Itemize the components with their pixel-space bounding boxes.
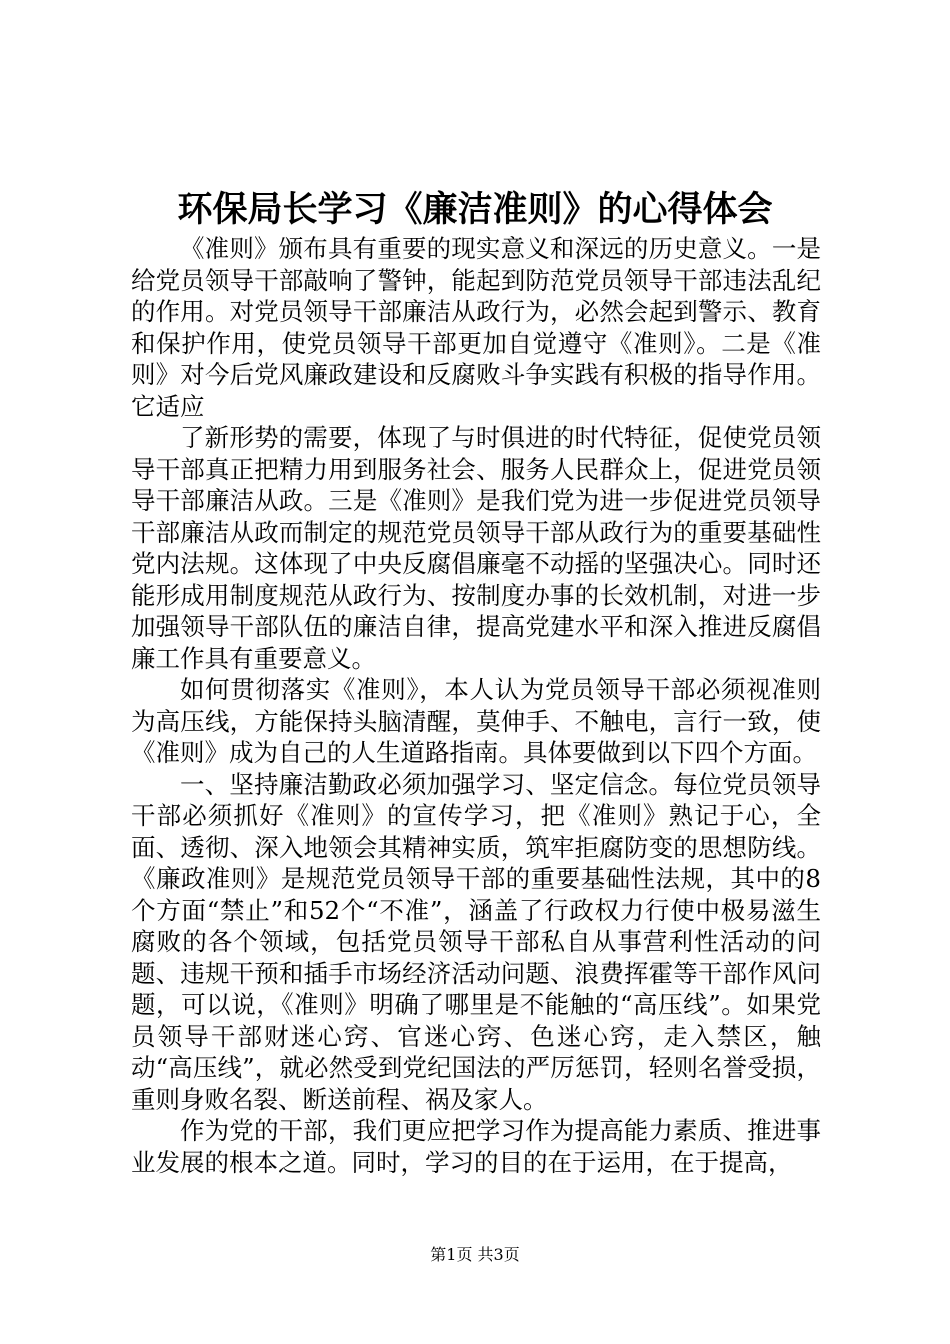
paragraph: 《准则》颁布具有重要的现实意义和深远的历史意义。一是给党员领导干部敲响了警钟，能起到防范党员领导干部违法乱纪的作用。对党员领导干部廉洁从政行为，必然会起到警示、教育和保护作用，使党员领导干部更加自觉遵守《准则》。二是《准则》对今后党风廉政建设和反腐败斗争实践有积极的指导作用。它适应 [131, 234, 821, 421]
document-body [131, 233, 821, 1178]
paragraph: 了新形势的需要，体现了与时俱进的时代特征，促使党员领导干部真正把精力用到服务社会、服务人民群众上，促进党员领导干部廉洁从政。三是《准则》是我们党为进一步促进党员领导干部廉洁从政而制定的规范党员领导干部从政行为的重要基础性党内法规。这体现了中央反腐倡廉毫不动摇的坚强决心。同时还能形成用制度规范从政行为、按制度办事的长效机制，对进一步加强领导干部队伍的廉洁自律，提高党建水平和深入推进反腐倡廉工作具有重要意义。 [131, 423, 821, 673]
document-title: 环保局长学习《廉洁准则》的心得体会 [177, 189, 773, 230]
paragraph: 一、坚持廉洁勤政必须加强学习、坚定信念。每位党员领导干部必须抓好《准则》的宣传学习，把《准则》熟记于心，全面、透彻、深入地领会其精神实质，筑牢拒腐防变的思想防线。《廉政准则》是规范党员领导干部的重要基础性法规，其中的8个方面“禁止”和52个“不准”，涵盖了行政权力行使中极易滋生腐败的各个领域，包括党员领导干部私自从事营利性活动的问题、违规干预和插手市场经济活动问题、浪费挥霍等干部作风问题，可以说，《准则》明确了哪里是不能触的“高压线”。如果党员领导干部财迷心窍、官迷心窍、色迷心窍，走入禁区，触动“高压线”，就必然受到党纪国法的严厉惩罚，轻则名誉受损，重则身败名裂、断送前程、祸及家人。 [131, 769, 821, 1114]
page-footer: 第1页 共3页 [430, 1245, 520, 1264]
paragraph: 如何贯彻落实《准则》，本人认为党员领导干部必须视准则为高压线，方能保持头脑清醒，莫伸手、不触电，言行一致，使《准则》成为自己的人生道路指南。具体要做到以下四个方面。 [131, 675, 821, 767]
paragraph: 作为党的干部，我们更应把学习作为提高能力素质、推进事业发展的根本之道。同时，学习的目的在于运用，在于提高， [131, 1116, 821, 1177]
